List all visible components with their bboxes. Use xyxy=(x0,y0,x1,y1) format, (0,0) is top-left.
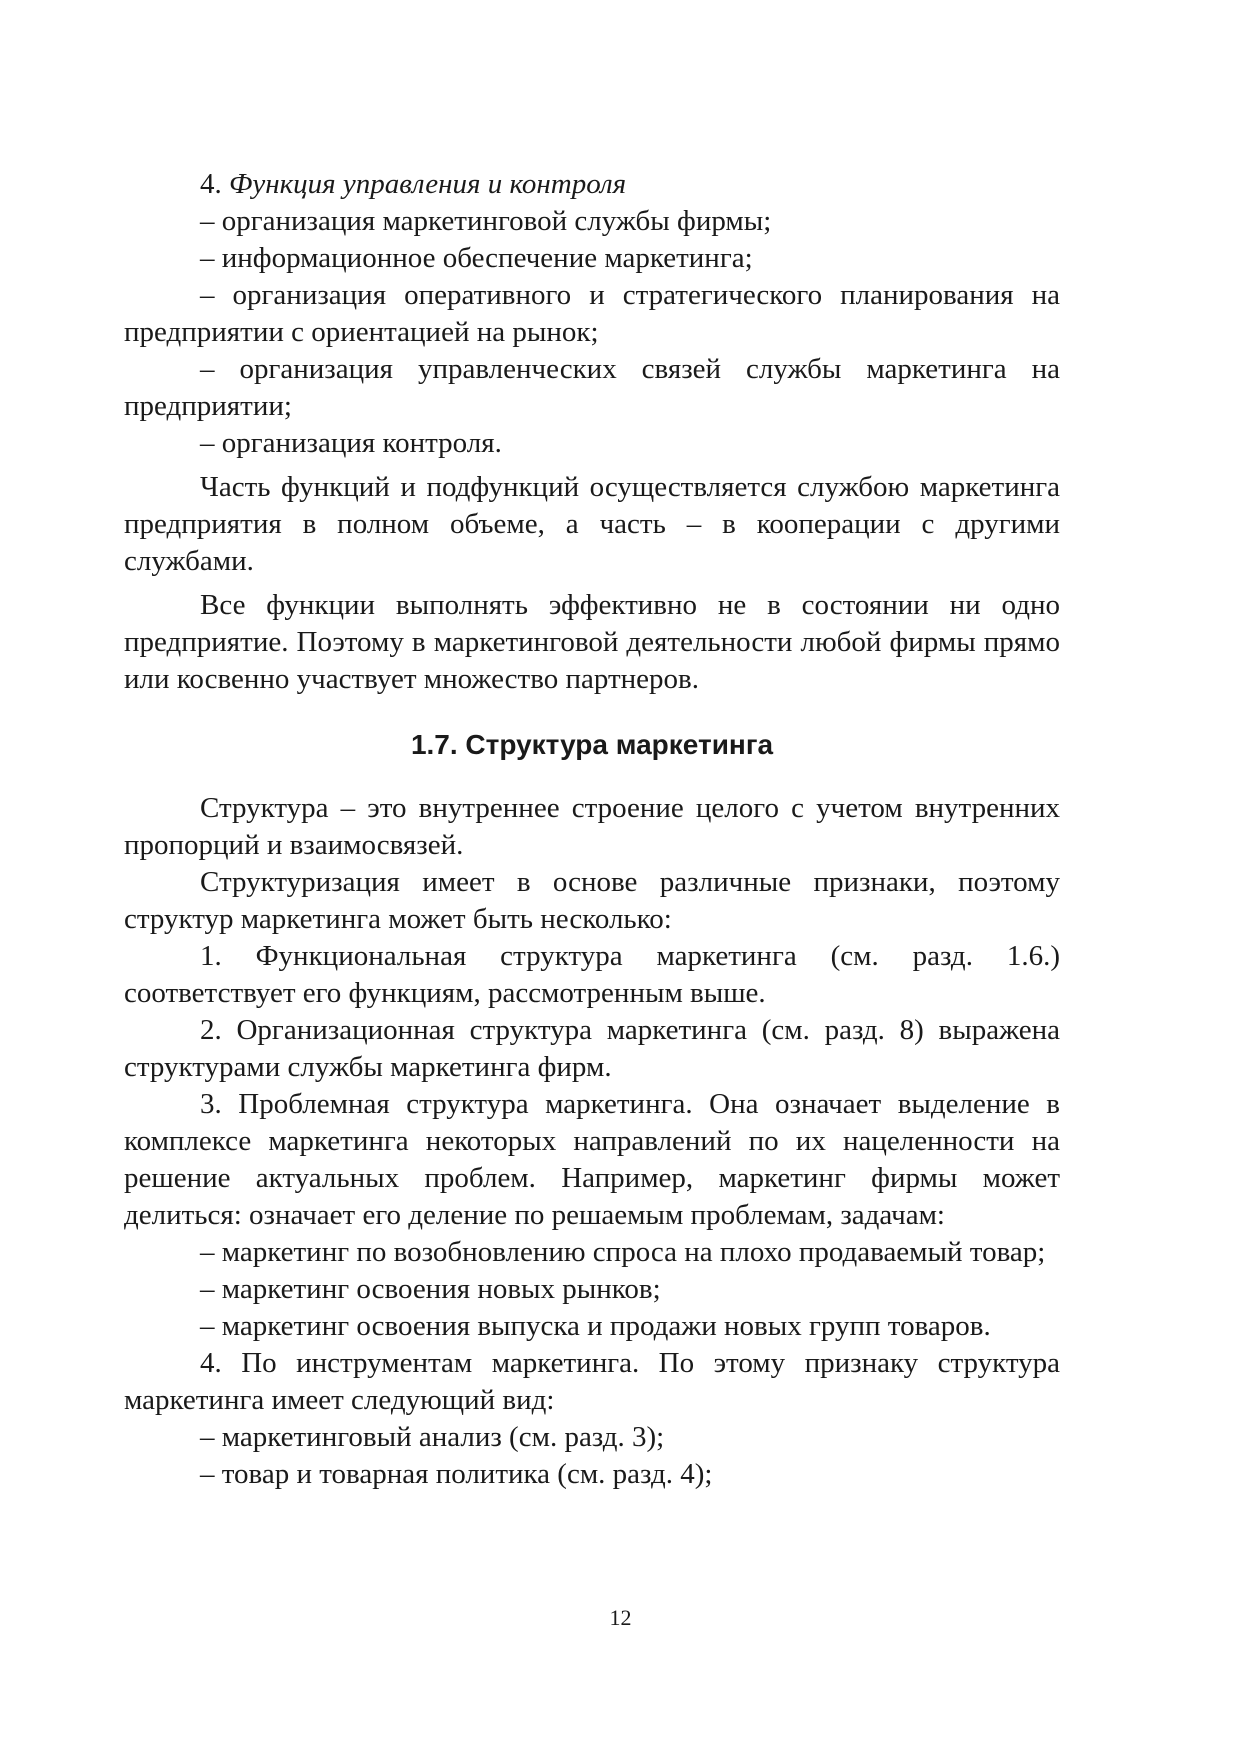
list-item: – организация маркетинговой службы фирмы; xyxy=(200,205,772,237)
function-item-heading xyxy=(124,166,1060,203)
top-text-block xyxy=(124,166,1060,698)
function-item-title: Функция управления и контроля xyxy=(229,168,627,200)
body-paragraph: Структура – это внутреннее строение целого с учетом внутренних пропорций и взаимосвязей. xyxy=(124,792,1060,861)
body-paragraph: Часть функций и подфункций осуществляется службою маркетинга предприятия в полном объеме, а часть – в кооперации с другими службами. xyxy=(124,471,1060,577)
section-body-block xyxy=(124,790,1060,1493)
body-paragraph: 2. Организационная структура маркетинга (см. разд. 8) выражена структурами службы маркетинга фирм. xyxy=(124,1014,1060,1083)
list-item: – товар и товарная политика (см. разд. 4); xyxy=(200,1458,713,1490)
list-item: – организация управленческих связей службы маркетинга на предприятии; xyxy=(124,353,1060,422)
section-heading: 1.7. Структура маркетинга xyxy=(410,729,774,760)
function-item-number: 4. xyxy=(200,168,222,200)
body-paragraph: 3. Проблемная структура маркетинга. Она означает выделение в комплексе маркетинга некоторых направлений по их нацеленности на решение актуальных проблем. Например, маркетинг фирмы может делиться: означает его деление по решаемым проблемам, задачам: xyxy=(124,1088,1060,1231)
list-item: – информационное обеспечение маркетинга; xyxy=(200,242,753,274)
body-paragraph: Все функции выполнять эффективно не в состоянии ни одно предприятие. Поэтому в маркетинговой деятельности любой фирмы прямо или косвенно участвует множество партнеров. xyxy=(124,589,1060,695)
list-item: – организация контроля. xyxy=(200,427,502,459)
body-paragraph: Структуризация имеет в основе различные признаки, поэтому структур маркетинга может быть несколько: xyxy=(124,866,1060,935)
list-item: – организация оперативного и стратегического планирования на предприятии с ориентацией на рынок; xyxy=(124,279,1060,348)
page-number: 12 xyxy=(609,1605,632,1630)
list-item: – маркетинг освоения выпуска и продажи новых групп товаров. xyxy=(200,1310,991,1342)
body-paragraph: 1. Функциональная структура маркетинга (см. разд. 1.6.) соответствует его функциям, рассмотренным выше. xyxy=(124,940,1060,1009)
list-item: – маркетинг освоения новых рынков; xyxy=(200,1273,661,1305)
list-item: – маркетинговый анализ (см. разд. 3); xyxy=(200,1421,665,1453)
body-paragraph: 4. По инструментам маркетинга. По этому признаку структура маркетинга имеет следующий вид: xyxy=(124,1347,1060,1416)
list-item: – маркетинг по возобновлению спроса на плохо продаваемый товар; xyxy=(200,1236,1046,1268)
